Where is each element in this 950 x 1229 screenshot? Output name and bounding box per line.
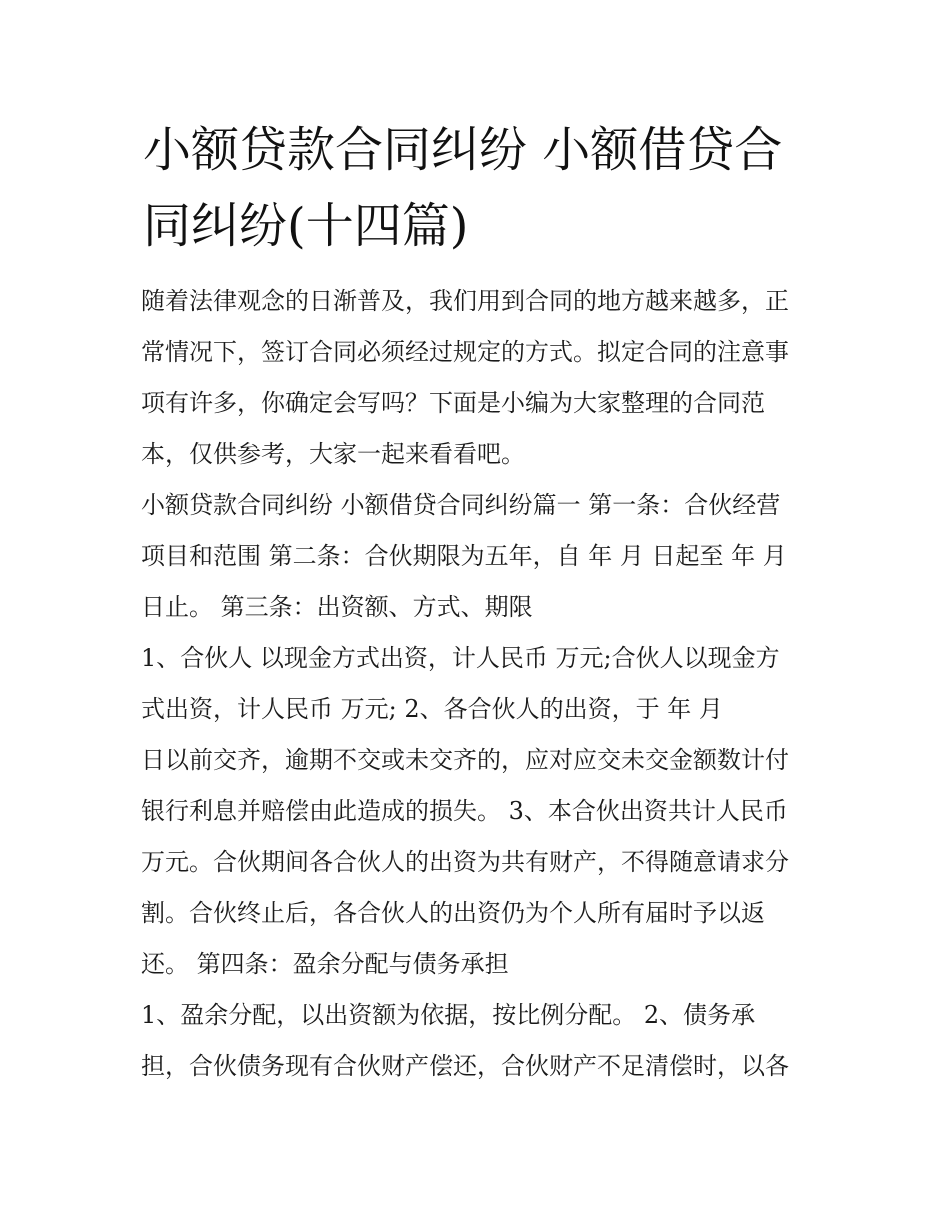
body-line: 本，仅供参考，大家一起来看看吧。 xyxy=(141,440,525,468)
body-line: 随着法律观念的日渐普及，我们用到合同的地方越来越多，正 xyxy=(141,287,789,315)
body-line: 项有许多，你确定会写吗？下面是小编为大家整理的合同范 xyxy=(141,389,765,417)
body-line: 1、合伙人 以现金方式出资，计人民币 万元;合伙人以现金方 xyxy=(141,644,780,672)
body-line: 日以前交齐，逾期不交或未交齐的，应对应交未交金额数计付 xyxy=(141,746,789,774)
body-line: 万元。合伙期间各合伙人的出资为共有财产，不得随意请求分 xyxy=(141,848,789,876)
body-line: 常情况下，签订合同必须经过规定的方式。拟定合同的注意事 xyxy=(141,338,789,366)
body-line: 割。合伙终止后，各合伙人的出资仍为个人所有届时予以返 xyxy=(141,899,765,927)
document-title xyxy=(143,112,823,264)
title-line: 小额贷款合同纠纷 小额借贷合 xyxy=(143,122,783,178)
body-line: 项目和范围 第二条：合伙期限为五年，自 年 月 日起至 年 月 xyxy=(141,542,787,570)
body-line: 小额贷款合同纠纷 小额借贷合同纠纷篇一 第一条：合伙经营 xyxy=(141,491,781,519)
body-line: 1、盈余分配，以出资额为依据，按比例分配。 2、债务承 xyxy=(141,1001,756,1029)
title-line: 同纠纷(十四篇) xyxy=(143,198,469,254)
body-line: 担，合伙债务现有合伙财产偿还，合伙财产不足清偿时，以各 xyxy=(141,1052,789,1080)
body-line: 式出资，计人民币 万元; 2、各合伙人的出资，于 年 月 xyxy=(141,695,723,723)
body-line: 日止。 第三条：出资额、方式、期限 xyxy=(141,593,533,621)
body-line: 银行利息并赔偿由此造成的损失。 3、本合伙出资共计人民币 xyxy=(141,797,788,825)
body-line: 还。 第四条：盈余分配与债务承担 xyxy=(141,950,509,978)
document-body xyxy=(141,280,831,1096)
